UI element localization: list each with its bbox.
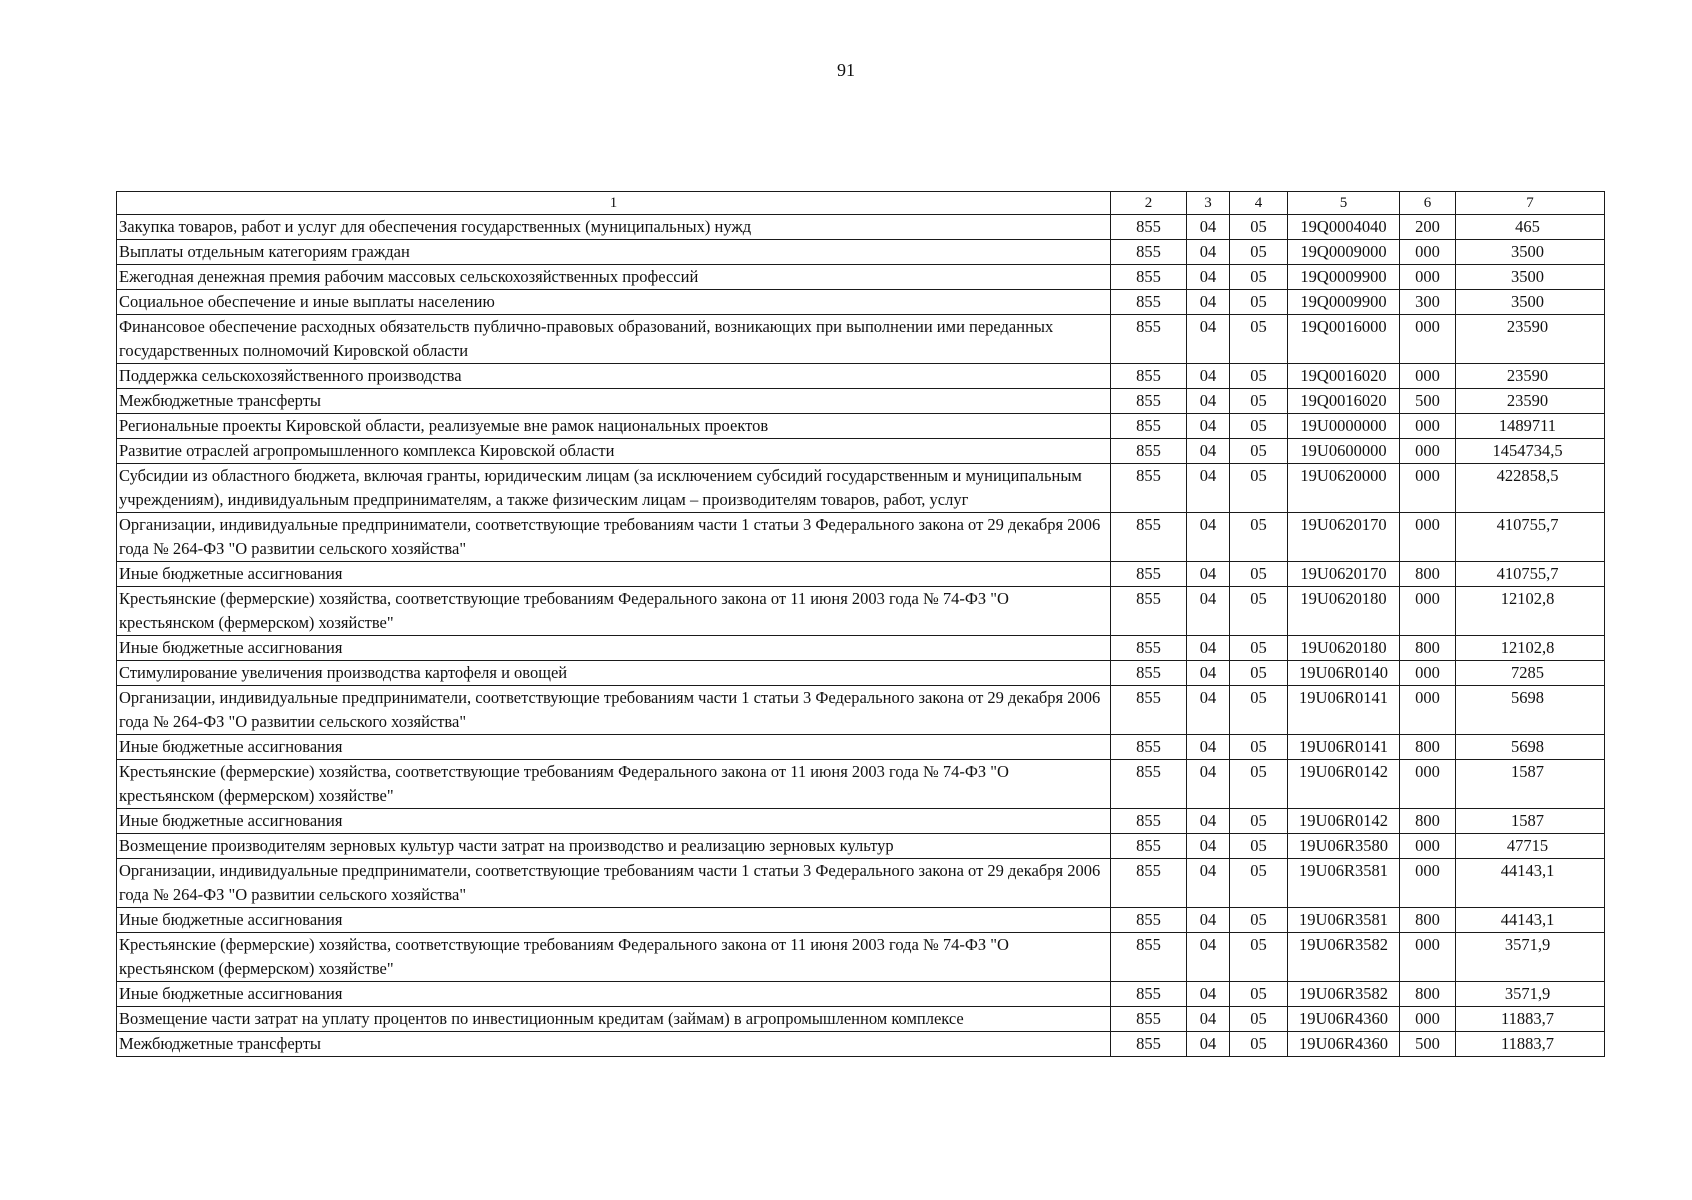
row-name: Финансовое обеспечение расходных обязательств публично-правовых образований, возникающих при выполнении ими переданных государственных полномочий Кировской области [117, 315, 1111, 364]
row-col-4: 05 [1230, 760, 1288, 809]
row-col-5: 19Q0004040 [1288, 215, 1400, 240]
table-row [117, 265, 1605, 290]
row-col-3: 04 [1187, 315, 1230, 364]
row-col-4: 05 [1230, 809, 1288, 834]
row-col-5: 19Q0016020 [1288, 389, 1400, 414]
row-col-5: 19U0620180 [1288, 636, 1400, 661]
table-row [117, 859, 1605, 908]
row-col-2: 855 [1111, 686, 1187, 735]
header-col-4: 4 [1230, 192, 1288, 215]
row-col-7: 11883,7 [1456, 1032, 1605, 1057]
row-col-4: 05 [1230, 982, 1288, 1007]
row-col-6: 000 [1400, 513, 1456, 562]
row-name: Иные бюджетные ассигнования [117, 562, 1111, 587]
row-col-7: 23590 [1456, 315, 1605, 364]
row-col-3: 04 [1187, 661, 1230, 686]
row-col-4: 05 [1230, 587, 1288, 636]
row-col-5: 19Q0009900 [1288, 290, 1400, 315]
row-col-4: 05 [1230, 636, 1288, 661]
row-col-3: 04 [1187, 364, 1230, 389]
row-col-7: 3500 [1456, 240, 1605, 265]
row-col-3: 04 [1187, 290, 1230, 315]
row-col-4: 05 [1230, 735, 1288, 760]
row-name: Ежегодная денежная премия рабочим массовых сельскохозяйственных профессий [117, 265, 1111, 290]
row-col-6: 500 [1400, 1032, 1456, 1057]
row-col-6: 000 [1400, 1007, 1456, 1032]
row-col-7: 1489711 [1456, 414, 1605, 439]
row-col-7: 23590 [1456, 389, 1605, 414]
row-col-7: 7285 [1456, 661, 1605, 686]
row-col-2: 855 [1111, 414, 1187, 439]
row-col-7: 410755,7 [1456, 562, 1605, 587]
row-col-3: 04 [1187, 908, 1230, 933]
row-col-7: 3571,9 [1456, 982, 1605, 1007]
header-col-3: 3 [1187, 192, 1230, 215]
row-col-2: 855 [1111, 513, 1187, 562]
table-row [117, 686, 1605, 735]
row-name: Иные бюджетные ассигнования [117, 908, 1111, 933]
row-name: Крестьянские (фермерские) хозяйства, соответствующие требованиям Федерального закона от 11 июня 2003 года № 74-ФЗ "О крестьянском (фермерском) хозяйстве" [117, 933, 1111, 982]
row-col-2: 855 [1111, 215, 1187, 240]
row-col-3: 04 [1187, 464, 1230, 513]
header-row [117, 192, 1605, 215]
table-row [117, 389, 1605, 414]
row-col-7: 5698 [1456, 686, 1605, 735]
budget-table [116, 191, 1605, 1057]
row-col-3: 04 [1187, 439, 1230, 464]
row-name: Стимулирование увеличения производства картофеля и овощей [117, 661, 1111, 686]
row-col-5: 19U0600000 [1288, 439, 1400, 464]
row-col-4: 05 [1230, 240, 1288, 265]
row-col-2: 855 [1111, 809, 1187, 834]
row-col-7: 1454734,5 [1456, 439, 1605, 464]
row-col-7: 3500 [1456, 290, 1605, 315]
row-col-6: 800 [1400, 562, 1456, 587]
header-col-1: 1 [117, 192, 1111, 215]
row-col-3: 04 [1187, 859, 1230, 908]
row-col-4: 05 [1230, 908, 1288, 933]
row-name: Межбюджетные трансферты [117, 389, 1111, 414]
row-col-3: 04 [1187, 389, 1230, 414]
row-col-3: 04 [1187, 414, 1230, 439]
row-col-5: 19Q0016000 [1288, 315, 1400, 364]
row-col-7: 410755,7 [1456, 513, 1605, 562]
row-name: Организации, индивидуальные предприниматели, соответствующие требованиям части 1 статьи 3 Федерального закона от 29 декабря 2006 года № 264-ФЗ "О развитии сельского хозяйства" [117, 859, 1111, 908]
row-col-2: 855 [1111, 760, 1187, 809]
row-col-7: 465 [1456, 215, 1605, 240]
row-col-3: 04 [1187, 809, 1230, 834]
table-row [117, 562, 1605, 587]
row-col-4: 05 [1230, 933, 1288, 982]
row-name: Иные бюджетные ассигнования [117, 735, 1111, 760]
row-col-3: 04 [1187, 240, 1230, 265]
row-col-5: 19U06R3580 [1288, 834, 1400, 859]
row-col-6: 800 [1400, 908, 1456, 933]
row-col-2: 855 [1111, 265, 1187, 290]
row-name: Субсидии из областного бюджета, включая гранты, юридическим лицам (за исключением субсидий государственным и муниципальным учреждениям), индивидуальным предпринимателям, а также физическим лицам – производителям товаров, работ, услуг [117, 464, 1111, 513]
row-name: Региональные проекты Кировской области, реализуемые вне рамок национальных проектов [117, 414, 1111, 439]
row-col-5: 19U06R4360 [1288, 1007, 1400, 1032]
row-name: Крестьянские (фермерские) хозяйства, соответствующие требованиям Федерального закона от 11 июня 2003 года № 74-ФЗ "О крестьянском (фермерском) хозяйстве" [117, 760, 1111, 809]
row-col-2: 855 [1111, 240, 1187, 265]
row-col-6: 300 [1400, 290, 1456, 315]
table-row [117, 513, 1605, 562]
row-col-2: 855 [1111, 587, 1187, 636]
row-col-5: 19U06R0141 [1288, 686, 1400, 735]
row-col-2: 855 [1111, 982, 1187, 1007]
row-col-7: 11883,7 [1456, 1007, 1605, 1032]
row-col-3: 04 [1187, 735, 1230, 760]
row-name: Организации, индивидуальные предприниматели, соответствующие требованиям части 1 статьи 3 Федерального закона от 29 декабря 2006 года № 264-ФЗ "О развитии сельского хозяйства" [117, 686, 1111, 735]
row-col-4: 05 [1230, 315, 1288, 364]
row-col-4: 05 [1230, 562, 1288, 587]
row-name: Иные бюджетные ассигнования [117, 982, 1111, 1007]
table-row [117, 982, 1605, 1007]
row-name: Закупка товаров, работ и услуг для обеспечения государственных (муниципальных) нужд [117, 215, 1111, 240]
row-col-3: 04 [1187, 1007, 1230, 1032]
table-row [117, 240, 1605, 265]
table-row [117, 735, 1605, 760]
row-col-7: 12102,8 [1456, 587, 1605, 636]
row-col-6: 000 [1400, 240, 1456, 265]
row-name: Организации, индивидуальные предприниматели, соответствующие требованиям части 1 статьи 3 Федерального закона от 29 декабря 2006 года № 264-ФЗ "О развитии сельского хозяйства" [117, 513, 1111, 562]
row-name: Крестьянские (фермерские) хозяйства, соответствующие требованиям Федерального закона от 11 июня 2003 года № 74-ФЗ "О крестьянском (фермерском) хозяйстве" [117, 587, 1111, 636]
row-col-3: 04 [1187, 933, 1230, 982]
row-col-3: 04 [1187, 513, 1230, 562]
row-col-3: 04 [1187, 215, 1230, 240]
row-col-5: 19Q0009900 [1288, 265, 1400, 290]
row-col-2: 855 [1111, 389, 1187, 414]
row-name: Иные бюджетные ассигнования [117, 809, 1111, 834]
row-col-4: 05 [1230, 215, 1288, 240]
table-body [117, 215, 1605, 1057]
row-col-7: 44143,1 [1456, 859, 1605, 908]
row-col-7: 1587 [1456, 809, 1605, 834]
row-col-2: 855 [1111, 562, 1187, 587]
row-col-6: 000 [1400, 265, 1456, 290]
table-row [117, 464, 1605, 513]
row-col-2: 855 [1111, 464, 1187, 513]
table-row [117, 636, 1605, 661]
row-col-7: 12102,8 [1456, 636, 1605, 661]
row-name: Иные бюджетные ассигнования [117, 636, 1111, 661]
row-col-3: 04 [1187, 562, 1230, 587]
row-col-5: 19U06R0142 [1288, 809, 1400, 834]
table-row [117, 439, 1605, 464]
row-col-5: 19U06R0141 [1288, 735, 1400, 760]
row-col-6: 000 [1400, 439, 1456, 464]
row-col-3: 04 [1187, 760, 1230, 809]
row-col-6: 000 [1400, 464, 1456, 513]
row-col-7: 5698 [1456, 735, 1605, 760]
header-col-6: 6 [1400, 192, 1456, 215]
row-col-6: 800 [1400, 735, 1456, 760]
row-col-6: 000 [1400, 364, 1456, 389]
row-col-7: 47715 [1456, 834, 1605, 859]
row-col-4: 05 [1230, 414, 1288, 439]
row-col-6: 000 [1400, 686, 1456, 735]
table-row [117, 315, 1605, 364]
row-col-5: 19U0620170 [1288, 562, 1400, 587]
row-col-6: 000 [1400, 315, 1456, 364]
row-col-4: 05 [1230, 439, 1288, 464]
row-col-7: 3571,9 [1456, 933, 1605, 982]
row-col-6: 000 [1400, 760, 1456, 809]
row-col-7: 44143,1 [1456, 908, 1605, 933]
table-row [117, 1007, 1605, 1032]
row-col-5: 19U0620170 [1288, 513, 1400, 562]
row-col-4: 05 [1230, 834, 1288, 859]
row-col-3: 04 [1187, 1032, 1230, 1057]
row-name: Возмещение производителям зерновых культур части затрат на производство и реализацию зерновых культур [117, 834, 1111, 859]
row-col-2: 855 [1111, 364, 1187, 389]
row-col-6: 800 [1400, 636, 1456, 661]
table-row [117, 661, 1605, 686]
row-col-2: 855 [1111, 636, 1187, 661]
row-col-5: 19U06R3582 [1288, 933, 1400, 982]
row-col-2: 855 [1111, 859, 1187, 908]
row-col-6: 800 [1400, 809, 1456, 834]
row-col-6: 000 [1400, 834, 1456, 859]
table-row [117, 215, 1605, 240]
row-col-3: 04 [1187, 686, 1230, 735]
row-col-6: 000 [1400, 661, 1456, 686]
table-row [117, 414, 1605, 439]
row-col-3: 04 [1187, 587, 1230, 636]
row-col-4: 05 [1230, 686, 1288, 735]
row-name: Возмещение части затрат на уплату процентов по инвестиционным кредитам (займам) в агропромышленном комплексе [117, 1007, 1111, 1032]
row-name: Социальное обеспечение и иные выплаты населению [117, 290, 1111, 315]
table-row [117, 760, 1605, 809]
row-col-5: 19U06R0140 [1288, 661, 1400, 686]
header-col-7: 7 [1456, 192, 1605, 215]
row-col-4: 05 [1230, 661, 1288, 686]
row-col-2: 855 [1111, 315, 1187, 364]
row-col-4: 05 [1230, 290, 1288, 315]
row-col-7: 422858,5 [1456, 464, 1605, 513]
row-col-7: 3500 [1456, 265, 1605, 290]
table-row [117, 290, 1605, 315]
row-col-4: 05 [1230, 464, 1288, 513]
row-col-2: 855 [1111, 735, 1187, 760]
row-col-5: 19U06R0142 [1288, 760, 1400, 809]
row-col-3: 04 [1187, 982, 1230, 1007]
row-col-2: 855 [1111, 1007, 1187, 1032]
table-row [117, 587, 1605, 636]
page-number: 91 [837, 60, 855, 80]
row-col-5: 19U0620000 [1288, 464, 1400, 513]
row-col-5: 19Q0009000 [1288, 240, 1400, 265]
header-col-5: 5 [1288, 192, 1400, 215]
row-col-3: 04 [1187, 636, 1230, 661]
row-col-6: 800 [1400, 982, 1456, 1007]
table-row [117, 809, 1605, 834]
row-col-3: 04 [1187, 834, 1230, 859]
row-col-5: 19U0000000 [1288, 414, 1400, 439]
row-name: Развитие отраслей агропромышленного комплекса Кировской области [117, 439, 1111, 464]
row-name: Межбюджетные трансферты [117, 1032, 1111, 1057]
table-row [117, 933, 1605, 982]
table-row [117, 834, 1605, 859]
row-col-2: 855 [1111, 439, 1187, 464]
table-row [117, 1032, 1605, 1057]
row-col-4: 05 [1230, 859, 1288, 908]
row-col-7: 1587 [1456, 760, 1605, 809]
row-col-4: 05 [1230, 389, 1288, 414]
row-col-6: 200 [1400, 215, 1456, 240]
row-col-2: 855 [1111, 290, 1187, 315]
row-col-2: 855 [1111, 908, 1187, 933]
row-name: Выплаты отдельным категориям граждан [117, 240, 1111, 265]
row-col-5: 19U06R3581 [1288, 859, 1400, 908]
row-col-4: 05 [1230, 265, 1288, 290]
row-col-3: 04 [1187, 265, 1230, 290]
row-col-5: 19U06R4360 [1288, 1032, 1400, 1057]
row-col-6: 000 [1400, 414, 1456, 439]
row-col-6: 500 [1400, 389, 1456, 414]
table-header [117, 192, 1605, 215]
row-col-4: 05 [1230, 513, 1288, 562]
row-col-5: 19U06R3582 [1288, 982, 1400, 1007]
row-col-4: 05 [1230, 1007, 1288, 1032]
row-col-5: 19U06R3581 [1288, 908, 1400, 933]
table-row [117, 908, 1605, 933]
row-col-6: 000 [1400, 933, 1456, 982]
row-col-6: 000 [1400, 587, 1456, 636]
row-col-5: 19Q0016020 [1288, 364, 1400, 389]
header-col-2: 2 [1111, 192, 1187, 215]
row-col-2: 855 [1111, 1032, 1187, 1057]
row-col-5: 19U0620180 [1288, 587, 1400, 636]
row-col-4: 05 [1230, 364, 1288, 389]
table-row [117, 364, 1605, 389]
row-col-2: 855 [1111, 661, 1187, 686]
row-col-2: 855 [1111, 933, 1187, 982]
row-col-2: 855 [1111, 834, 1187, 859]
row-col-7: 23590 [1456, 364, 1605, 389]
row-col-6: 000 [1400, 859, 1456, 908]
row-name: Поддержка сельскохозяйственного производства [117, 364, 1111, 389]
row-col-4: 05 [1230, 1032, 1288, 1057]
